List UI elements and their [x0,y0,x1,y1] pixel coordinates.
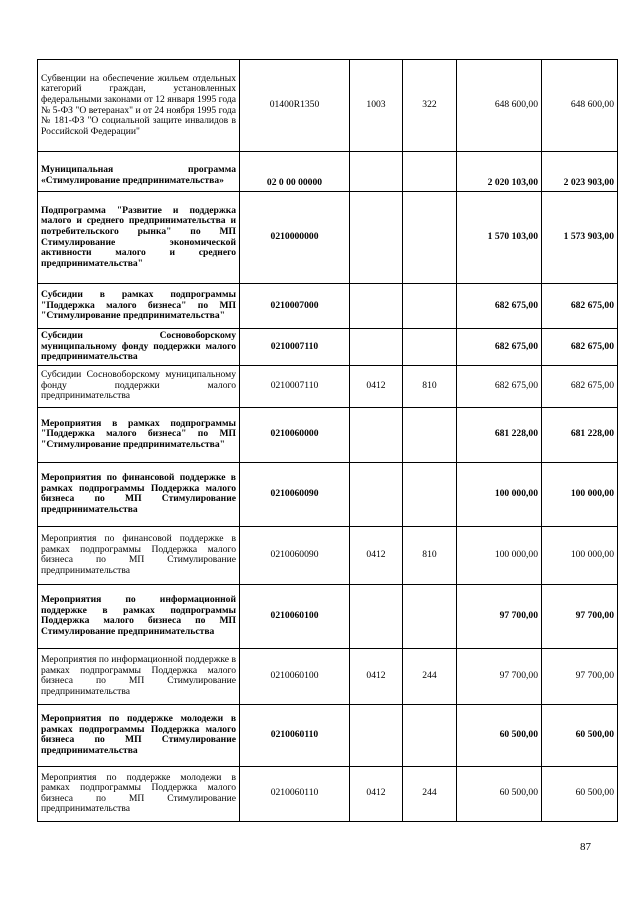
row-section [350,329,403,366]
row-value-1: 1 570 103,00 [457,192,542,284]
row-name: Мероприятия по финансовой поддержке в рамках подпрограммы Поддержка малого бизнеса по МП Стимулирование предпринимательства [38,526,240,584]
row-value-1: 682 675,00 [457,284,542,329]
row-value-2: 1 573 903,00 [542,192,618,284]
row-value-1: 682 675,00 [457,365,542,407]
row-code: 0210060100 [240,584,350,648]
table-row [38,60,618,152]
row-code: 0210060090 [240,526,350,584]
row-value-1: 648 600,00 [457,60,542,152]
row-kind [403,192,457,284]
row-code: 0210060000 [240,407,350,462]
row-section: 0412 [350,766,403,821]
table-row [38,152,618,192]
row-value-2: 682 675,00 [542,365,618,407]
row-code: 0210060090 [240,462,350,526]
row-section: 1003 [350,60,403,152]
row-name: Мероприятия по поддержке молодежи в рамках подпрограммы Поддержка малого бизнеса по МП Стимулирование предпринимательства [38,766,240,821]
row-code: 01400R1350 [240,60,350,152]
table-row [38,462,618,526]
table-row [38,584,618,648]
row-name: Мероприятия по информационной поддержке в рамках подпрограммы Поддержка малого бизнеса по МП Стимулирование предпринимательства [38,584,240,648]
row-value-2: 60 500,00 [542,766,618,821]
row-name: Мероприятия по финансовой поддержке в рамках подпрограммы Поддержка малого бизнеса по МП Стимулирование предпринимательства [38,462,240,526]
row-kind [403,407,457,462]
row-name: Субсидии в рамках подпрограммы "Поддержка малого бизнеса" по МП "Стимулирование предпринимательства" [38,284,240,329]
row-value-1: 2 020 103,00 [457,152,542,192]
row-name: Субсидии Сосновоборскому муниципальному фонду поддержки малого предпринимательства [38,329,240,366]
table-row [38,365,618,407]
row-code: 0210060100 [240,648,350,704]
row-name: Субсидии Сосновоборскому муниципальному фонду поддержки малого предпринимательства [38,365,240,407]
row-section [350,462,403,526]
row-kind: 810 [403,526,457,584]
table-row [38,329,618,366]
row-section: 0412 [350,648,403,704]
row-value-2: 60 500,00 [542,704,618,766]
row-value-1: 100 000,00 [457,526,542,584]
row-kind [403,704,457,766]
row-section: 0412 [350,365,403,407]
table-row [38,284,618,329]
row-name: Мероприятия по информационной поддержке в рамках подпрограммы Поддержка малого бизнеса по МП Стимулирование предпринимательства [38,648,240,704]
row-value-2: 682 675,00 [542,329,618,366]
row-value-1: 97 700,00 [457,648,542,704]
row-value-2: 682 675,00 [542,284,618,329]
row-code: 0210060110 [240,766,350,821]
row-code: 0210060110 [240,704,350,766]
row-section [350,584,403,648]
table-row [38,192,618,284]
row-section [350,284,403,329]
row-value-2: 100 000,00 [542,526,618,584]
row-value-1: 97 700,00 [457,584,542,648]
row-value-2: 100 000,00 [542,462,618,526]
row-value-1: 100 000,00 [457,462,542,526]
row-kind: 810 [403,365,457,407]
budget-table [37,59,618,822]
row-kind [403,284,457,329]
row-value-1: 60 500,00 [457,704,542,766]
row-kind [403,152,457,192]
row-value-2: 681 228,00 [542,407,618,462]
row-kind: 244 [403,648,457,704]
row-name: Подпрограмма "Развитие и поддержка малого и среднего предпринимательства и потребительского рынка" по МП Стимулирование экономической активности малого и среднего предпринимательства" [38,192,240,284]
row-value-2: 648 600,00 [542,60,618,152]
row-kind [403,329,457,366]
row-code: 0210000000 [240,192,350,284]
row-value-2: 97 700,00 [542,648,618,704]
table-row [38,766,618,821]
table-row [38,407,618,462]
row-kind [403,462,457,526]
row-code: 0210007110 [240,329,350,366]
row-name: Субвенции на обеспечение жильем отдельных категорий граждан, установленных федеральными законами от 12 января 1995 года № 5-ФЗ "О ветеранах" и от 24 ноября 1995 года № 181-ФЗ "О социальной защите инвалидов в Российской Федерации" [38,60,240,152]
table-row [38,648,618,704]
row-code: 0210007110 [240,365,350,407]
row-section [350,192,403,284]
row-value-2: 2 023 903,00 [542,152,618,192]
table-row [38,526,618,584]
row-value-1: 681 228,00 [457,407,542,462]
row-name: Мероприятия в рамках подпрограммы "Поддержка малого бизнеса" по МП "Стимулирование предпринимательства" [38,407,240,462]
row-value-1: 60 500,00 [457,766,542,821]
row-kind: 244 [403,766,457,821]
row-section [350,152,403,192]
row-kind [403,584,457,648]
row-name: Муниципальная программа «Стимулирование предпринимательства» [41,163,236,186]
page-number: 87 [580,841,591,853]
table-row [38,704,618,766]
row-value-2: 97 700,00 [542,584,618,648]
row-section [350,407,403,462]
row-name: Мероприятия по поддержке молодежи в рамках подпрограммы Поддержка малого бизнеса по МП Стимулирование предпринимательства [38,704,240,766]
row-value-1: 682 675,00 [457,329,542,366]
row-section [350,704,403,766]
row-code: 0210007000 [240,284,350,329]
row-code: 02 0 00 00000 [240,152,350,192]
row-kind: 322 [403,60,457,152]
row-section: 0412 [350,526,403,584]
